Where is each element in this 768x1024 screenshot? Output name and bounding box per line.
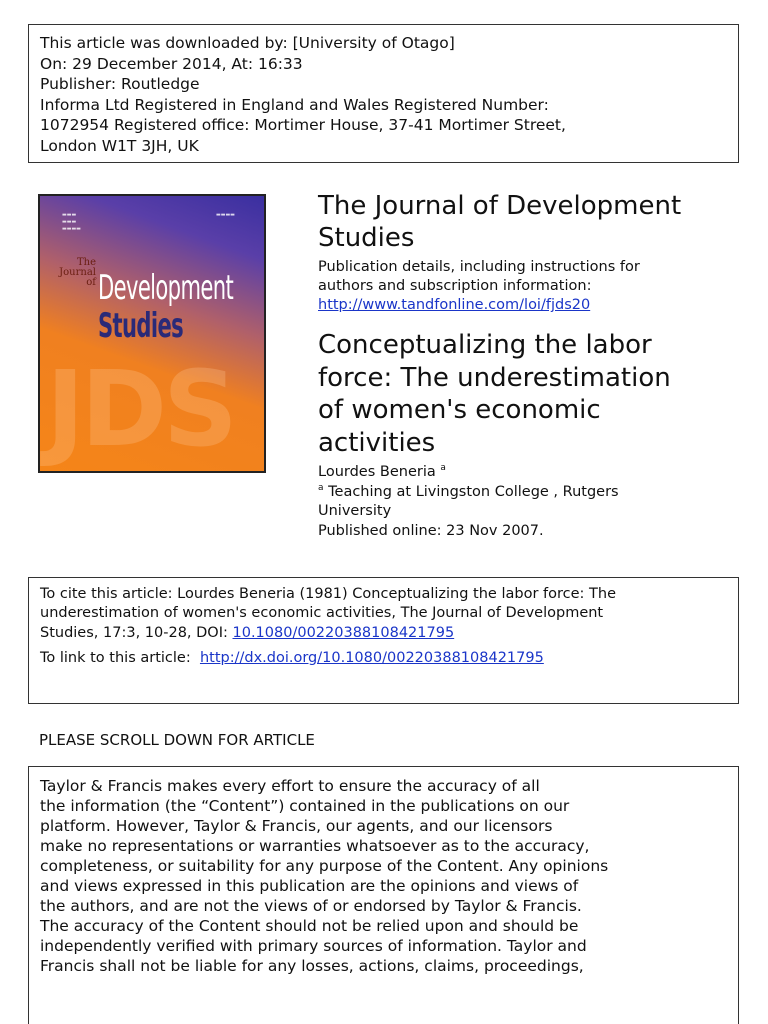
download-notice-line: Informa Ltd Registered in England and Wales Registered Number:: [40, 95, 549, 114]
article-url-link[interactable]: http://dx.doi.org/10.1080/00220388108421795: [199, 649, 544, 666]
disclaimer-line: and views expressed in this publication are the opinions and views of: [40, 877, 579, 895]
author-block: [318, 463, 738, 541]
cover-watermark: JDS: [46, 348, 234, 470]
cover-publisher-logo: ℝ ▬▬▬: [100, 474, 128, 482]
scroll-down-note: PLEASE SCROLL DOWN FOR ARTICLE: [39, 731, 315, 749]
cover-the-journal-of: The Journal of: [59, 257, 96, 288]
link-line: [40, 649, 728, 668]
article-title: Conceptualizing the labor force: The underestimation of women's economic activities: [318, 330, 671, 458]
publication-details: Publication details, including instructions for authors and subscription information: http://www.tandfonline.com/loi/fjds20: [318, 258, 738, 315]
disclaimer-line: make no representations or warranties whatsoever as to the accuracy,: [40, 837, 590, 855]
disclaimer-line: Francis shall not be liable for any losses, actions, claims, proceedings,: [40, 957, 584, 975]
author-superscript: a: [440, 463, 446, 474]
journal-title: The Journal of Development Studies: [318, 191, 682, 253]
published-date: Published online: 23 Nov 2007.: [318, 522, 544, 539]
journal-url-link[interactable]: http://www.tandfonline.com/loi/fjds20: [318, 297, 591, 313]
download-notice-line: On: 29 December 2014, At: 16:33: [40, 54, 303, 73]
disclaimer-line: The accuracy of the Content should not be relied upon and should be: [40, 917, 579, 935]
disclaimer-line: independently verified with primary sources of information. Taylor and: [40, 937, 587, 955]
affiliation: $^a$ Teaching at Livingston College , Rutgers: [318, 482, 619, 500]
journal-info: [318, 190, 738, 541]
download-notice-line: London W1T 3JH, UK: [40, 136, 199, 155]
download-notice-line: 1072954 Registered office: Mortimer House, 37-41 Mortimer Street,: [40, 116, 566, 134]
cover-issn: ▬▬▬▬: [216, 212, 235, 218]
download-notice-box: [28, 24, 739, 163]
doi-link[interactable]: 10.1080/00220388108421795: [232, 624, 455, 641]
affiliation-superscript: a: [318, 482, 324, 493]
cover-volume-info: ▬▬▬ ▬▬▬ ▬▬▬▬: [62, 212, 81, 232]
journal-cover-image: [38, 194, 266, 482]
cover-word-studies: Studies: [98, 306, 184, 346]
download-notice-line: Publisher: Routledge: [40, 75, 200, 93]
affiliation-line-2: University: [318, 503, 392, 519]
cover-word-development: Development: [98, 268, 234, 308]
citation-box: [28, 577, 739, 704]
disclaimer-line: the information (the “Content”) contained in the publications on our: [40, 797, 570, 815]
disclaimer-line: the authors, and are not the views of or endorsed by Taylor & Francis.: [40, 897, 582, 915]
citation-line: To cite this article: Lourdes Beneria (1981) Conceptualizing the labor force: The: [40, 586, 616, 602]
citation-line: underestimation of women's economic activities, The Journal of Development: [40, 605, 604, 622]
disclaimer-line: Taylor & Francis makes every effort to ensure the accuracy of all: [40, 777, 540, 795]
citation-line: Studies, 17:3, 10-28, DOI: 10.1080/00220388108421795: [40, 624, 455, 641]
download-notice-line: This article was downloaded by: [University of Otago]: [40, 34, 455, 52]
link-label: To link to this article:: [40, 649, 191, 666]
author-name: Lourdes Beneria $^a$: [318, 463, 446, 480]
disclaimer-box: [28, 766, 739, 1024]
disclaimer-line: platform. However, Taylor & Francis, our agents, and our licensors: [40, 817, 553, 835]
disclaimer-line: completeness, or suitability for any purpose of the Content. Any opinions: [40, 857, 609, 875]
